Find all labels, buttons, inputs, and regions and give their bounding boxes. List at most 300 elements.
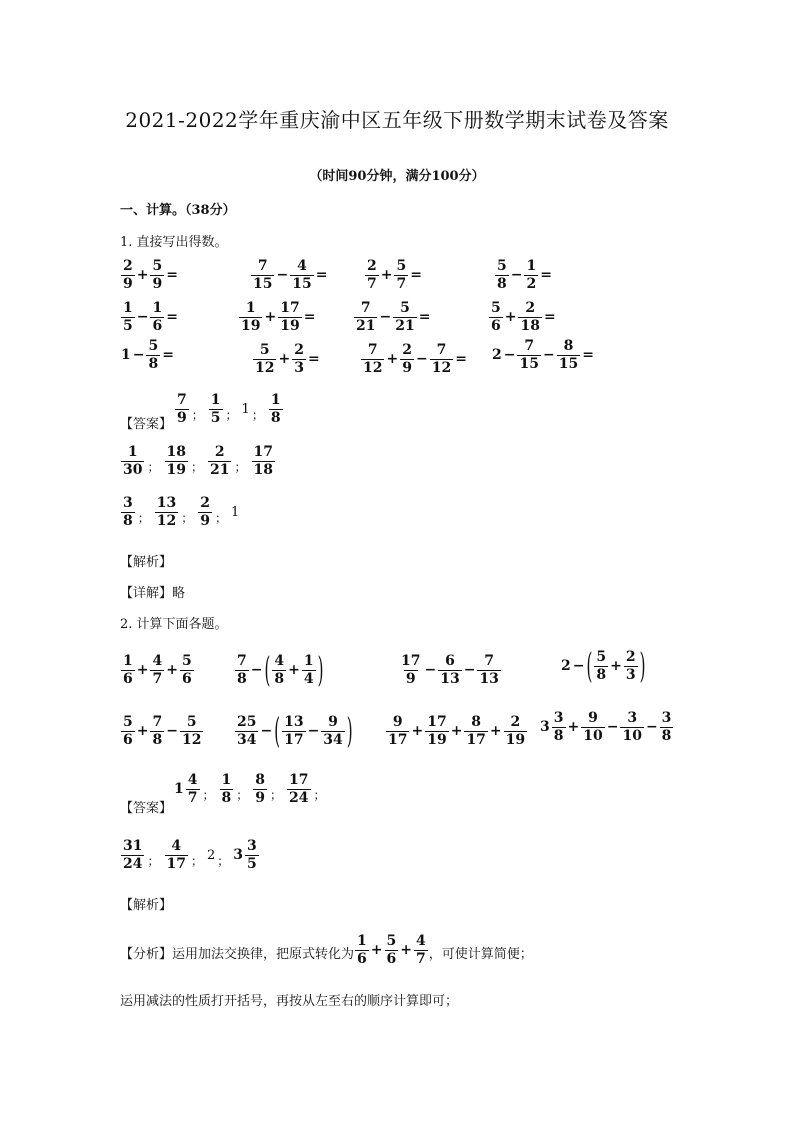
fraction	[365, 259, 379, 291]
fraction	[518, 301, 541, 333]
answer-separator: ；	[236, 788, 249, 803]
fraction-numerator: 1	[127, 444, 138, 460]
fraction-denominator: 5	[123, 317, 133, 334]
operator: −	[510, 267, 523, 284]
operator: +	[288, 662, 300, 679]
operator: +	[450, 723, 463, 740]
fraction	[235, 715, 258, 747]
operator: =	[410, 267, 422, 284]
fraction-denominator: 12	[363, 359, 383, 376]
fraction	[355, 934, 369, 966]
fraction-numerator: 7	[524, 338, 535, 354]
fraction-denominator: 9	[402, 359, 412, 376]
q2-item	[120, 711, 204, 747]
fraction-denominator: 9	[405, 670, 416, 687]
q1-item	[120, 297, 179, 333]
fraction	[385, 934, 399, 966]
fraction-numerator: 7	[237, 653, 247, 669]
fraction-denominator: 19	[166, 461, 186, 478]
fraction-denominator: 7	[396, 275, 407, 292]
fraction-numerator: 5	[148, 338, 159, 354]
fraction	[430, 343, 453, 375]
fraction	[175, 393, 189, 425]
math-expression	[174, 773, 330, 805]
fraction	[438, 654, 461, 686]
fraction-numerator: 7	[436, 342, 447, 358]
q1-item	[238, 297, 316, 333]
fraction-numerator: 2	[200, 495, 211, 511]
fraction-numerator: 2	[525, 300, 536, 316]
question-1-label: 1. 直接写出得数。	[120, 235, 228, 250]
operator: =	[543, 309, 556, 326]
fraction-denominator: 19	[427, 731, 447, 748]
operator: +	[411, 723, 424, 740]
fraction-numerator: 6	[445, 653, 455, 669]
fraction-denominator: 34	[323, 731, 343, 748]
fraction-denominator: 6	[386, 950, 397, 967]
left-parenthesis: (	[586, 645, 593, 687]
fraction	[287, 773, 310, 805]
math-expression	[360, 343, 468, 375]
fraction-denominator: 5	[247, 855, 257, 872]
fraction	[495, 259, 509, 291]
exam-time-score: （时间90分钟，满分100分）	[309, 169, 485, 184]
operator: −	[542, 347, 555, 364]
fraction-denominator: 12	[181, 731, 202, 748]
answer-separator: ；	[234, 460, 247, 475]
answer-separator: ；	[190, 854, 203, 869]
fraction	[180, 654, 194, 686]
math-expression	[494, 259, 553, 291]
q1-answer-line	[120, 492, 239, 528]
fraction-numerator: 17	[427, 714, 447, 730]
fraction-denominator: 2	[526, 275, 537, 292]
fraction-denominator: 7	[187, 789, 198, 806]
fraction-numerator: 4	[274, 653, 285, 669]
fraction	[282, 715, 305, 747]
operator: =	[162, 347, 174, 364]
fraction-denominator: 15	[558, 355, 579, 372]
left-parenthesis: (	[264, 649, 271, 691]
math-expression	[385, 715, 528, 747]
operator: −	[166, 723, 178, 740]
fraction	[477, 654, 500, 686]
fraction-denominator: 15	[253, 275, 273, 292]
fraction	[150, 259, 164, 291]
q1-answer-line	[120, 441, 276, 477]
fraction-numerator: 7	[484, 653, 495, 669]
fraction	[209, 393, 223, 425]
operator: +	[610, 658, 622, 675]
fraction-denominator: 19	[280, 317, 300, 334]
math-expression	[354, 934, 429, 966]
fraction-denominator: 9	[152, 275, 163, 292]
fraction-numerator: 5	[386, 933, 397, 949]
fraction-numerator: 5	[186, 714, 197, 730]
fraction-denominator: 24	[123, 855, 143, 872]
fraction-denominator: 3	[294, 359, 304, 376]
q1-analysis-label: 【解析】	[120, 555, 173, 570]
fraction	[394, 259, 408, 291]
question-2-label: 2. 计算下面各题。	[120, 617, 228, 632]
fraction	[121, 715, 135, 747]
answer-separator: ；	[190, 460, 203, 475]
fraction	[504, 715, 527, 747]
fraction-numerator: 7	[360, 300, 371, 316]
math-expression	[120, 839, 260, 871]
fraction-numerator: 1	[303, 653, 314, 669]
fraction-numerator: 4	[297, 258, 307, 274]
fraction-denominator: 8	[123, 512, 133, 529]
operator: −	[415, 351, 428, 368]
fraction-numerator: 13	[156, 495, 177, 511]
fraction-numerator: 5	[596, 649, 607, 665]
fraction-denominator: 5	[210, 409, 221, 426]
math-expression	[252, 343, 321, 375]
fraction-numerator: 9	[392, 714, 403, 730]
fraction	[354, 301, 377, 333]
fraction	[414, 934, 428, 966]
fraction-numerator: 2	[367, 258, 377, 274]
fraction-denominator: 12	[431, 359, 452, 376]
fraction-denominator: 8	[497, 275, 507, 292]
fraction-denominator: 12	[255, 359, 275, 376]
operator: +	[489, 723, 502, 740]
math-expression	[364, 259, 423, 291]
section-heading-calculation: 一、计算。（38分）	[120, 203, 236, 218]
q1-detail-label: 【详解】	[120, 586, 173, 601]
fraction	[239, 301, 262, 333]
fraction-denominator: 9	[255, 789, 266, 806]
operator: +	[386, 351, 399, 368]
fraction	[121, 445, 144, 477]
fraction-numerator: 1	[221, 772, 232, 788]
fraction	[393, 301, 416, 333]
fraction-denominator: 8	[221, 789, 232, 806]
fraction-numerator: 4	[152, 653, 163, 669]
fraction	[290, 259, 313, 291]
fraction-denominator: 30	[123, 461, 143, 478]
fraction-numerator: 5	[491, 300, 501, 316]
fraction-numerator: 2	[123, 258, 133, 274]
fraction	[155, 496, 178, 528]
operator: =	[315, 267, 328, 284]
mixed-number-whole: 3	[233, 847, 244, 864]
fraction	[425, 715, 448, 747]
fraction-numerator: 9	[328, 714, 338, 730]
fraction-numerator: 13	[284, 714, 304, 730]
math-expression	[174, 393, 284, 425]
q1-item	[491, 339, 595, 371]
fraction-denominator: 34	[237, 731, 257, 748]
fraction-denominator: 17	[284, 731, 304, 748]
fraction	[186, 773, 200, 805]
fraction-numerator: 1	[123, 300, 133, 316]
fraction-numerator: 5	[259, 342, 270, 358]
operator: +	[380, 267, 393, 284]
fraction	[624, 650, 638, 682]
q1-item	[353, 297, 431, 333]
fraction-numerator: 8	[563, 338, 574, 354]
fraction-denominator: 6	[357, 950, 367, 967]
fraction-numerator: 17	[401, 653, 421, 669]
fraction-denominator: 19	[241, 317, 261, 334]
fraction-numerator: 3	[247, 838, 257, 854]
fraction-numerator: 5	[396, 258, 407, 274]
fraction-denominator: 8	[152, 731, 163, 748]
fraction-numerator: 3	[553, 710, 564, 726]
fraction-numerator: 5	[400, 300, 410, 316]
math-expression	[234, 649, 324, 691]
answer-separator: ；	[137, 511, 150, 526]
fraction-denominator: 8	[148, 355, 159, 372]
fraction-numerator: 4	[187, 772, 198, 788]
math-expression	[120, 445, 276, 477]
q2-analysis-line-2: 运用减法的性质打开括号，再按从左至右的顺序计算即可；	[120, 994, 459, 1009]
q1-item	[250, 255, 328, 291]
operator: −	[424, 662, 437, 679]
math-expression	[491, 339, 595, 371]
whole-number: 2	[561, 658, 571, 675]
fraction-numerator: 5	[497, 258, 507, 274]
fraction-denominator: 17	[388, 731, 408, 748]
math-expression	[120, 496, 239, 528]
q2-analysis-line	[120, 930, 533, 966]
answer-separator: ；	[147, 460, 160, 475]
fraction-numerator: 9	[588, 710, 598, 726]
fraction-numerator: 2	[402, 342, 412, 358]
fraction-denominator: 15	[519, 355, 539, 372]
mixed-number-whole: 1	[174, 781, 184, 798]
fraction-numerator: 4	[171, 838, 182, 854]
fraction	[278, 301, 301, 333]
fraction-numerator: 3	[123, 495, 133, 511]
page-title: 2021-2022学年重庆渝中区五年级下册数学期末试卷及答案	[125, 108, 669, 132]
q2-analysis-label: 【解析】	[120, 898, 173, 913]
operator: =	[455, 351, 467, 368]
operator: =	[582, 347, 594, 364]
fraction-denominator: 24	[289, 789, 309, 806]
operator: +	[400, 942, 412, 959]
fraction	[208, 445, 231, 477]
fraction	[464, 715, 487, 747]
operator: −	[132, 347, 145, 364]
fraction-numerator: 7	[177, 392, 187, 408]
fraction-denominator: 13	[440, 670, 460, 687]
fraction	[235, 654, 249, 686]
fraction-denominator: 8	[596, 666, 607, 683]
fraction	[552, 711, 566, 743]
q1-answer-label: 【答案】	[120, 417, 173, 432]
fraction-denominator: 9	[177, 409, 187, 426]
fraction	[321, 715, 344, 747]
fraction-denominator: 21	[356, 317, 376, 334]
operator: =	[307, 351, 320, 368]
q2-item	[398, 650, 502, 686]
q1-item	[120, 255, 179, 291]
fraction-denominator: 17	[166, 855, 186, 872]
fraction-numerator: 31	[123, 838, 143, 854]
mixed-number-whole: 3	[540, 719, 550, 736]
fraction-numerator: 1	[270, 392, 281, 408]
math-expression	[234, 710, 354, 752]
answer-separator: ；	[225, 408, 238, 423]
operator: −	[250, 662, 263, 679]
fraction-denominator: 12	[156, 512, 177, 529]
q1-answer-line	[174, 389, 284, 425]
integer-answer: 2	[207, 847, 216, 863]
q2-item	[234, 649, 324, 691]
q1-item	[252, 339, 321, 375]
fraction-numerator: 5	[152, 258, 163, 274]
fraction-denominator: 18	[253, 461, 273, 478]
fraction-numerator: 7	[152, 714, 163, 730]
answer-separator: ；	[181, 511, 194, 526]
fraction-numerator: 7	[257, 258, 268, 274]
fraction-denominator: 17	[466, 731, 486, 748]
operator: =	[418, 309, 431, 326]
fraction-numerator: 2	[214, 444, 225, 460]
fraction-numerator: 3	[661, 710, 672, 726]
q2-item	[234, 710, 354, 752]
fraction-denominator: 21	[210, 461, 230, 478]
left-parenthesis: (	[274, 710, 281, 752]
math-expression	[120, 301, 179, 333]
fraction-denominator: 7	[152, 670, 163, 687]
fraction-numerator: 1	[357, 933, 367, 949]
fraction-numerator: 5	[181, 653, 192, 669]
fraction-denominator: 21	[395, 317, 415, 334]
fraction	[220, 773, 234, 805]
fraction-numerator: 1	[245, 300, 256, 316]
math-expression	[250, 259, 328, 291]
fraction	[517, 339, 540, 371]
operator: +	[136, 662, 149, 679]
q1-item	[364, 255, 423, 291]
q2-item	[385, 711, 528, 747]
fraction-denominator: 6	[181, 670, 192, 687]
fraction-numerator: 1	[210, 392, 221, 408]
fraction-denominator: 7	[415, 950, 426, 967]
q1-item	[120, 339, 175, 371]
fraction	[361, 343, 384, 375]
math-expression	[560, 645, 646, 687]
fraction	[146, 339, 160, 371]
fraction-denominator: 4	[303, 670, 314, 687]
operator: −	[645, 719, 658, 736]
fraction-denominator: 9	[123, 275, 133, 292]
math-expression	[488, 301, 557, 333]
fraction-denominator: 3	[625, 666, 636, 683]
operator: +	[136, 723, 149, 740]
fraction-numerator: 2	[510, 714, 521, 730]
fraction-numerator: 3	[627, 710, 638, 726]
right-parenthesis: )	[639, 645, 646, 687]
math-expression	[353, 301, 431, 333]
operator: −	[379, 309, 392, 326]
operator: +	[166, 662, 178, 679]
operator: −	[572, 658, 585, 675]
fraction	[581, 711, 604, 743]
fraction	[489, 301, 503, 333]
whole-number: 1	[121, 347, 131, 364]
fraction	[386, 715, 409, 747]
operator: +	[504, 309, 517, 326]
right-parenthesis: )	[317, 649, 324, 691]
fraction	[292, 343, 306, 375]
answer-separator: ；	[313, 788, 326, 803]
fraction	[253, 343, 276, 375]
operator: +	[278, 351, 291, 368]
q1-detail-text: 略	[172, 586, 186, 601]
fraction	[150, 654, 164, 686]
fraction-denominator: 10	[583, 727, 603, 744]
q2-item	[540, 711, 674, 743]
answer-separator: ；	[251, 408, 264, 423]
fraction	[269, 393, 283, 425]
operator: +	[567, 719, 580, 736]
q2-answer-line	[120, 835, 260, 871]
fraction	[121, 654, 135, 686]
answer-separator: ；	[215, 511, 228, 526]
fraction-numerator: 2	[294, 342, 304, 358]
fraction	[150, 715, 164, 747]
answer-separator: ；	[217, 854, 230, 869]
fraction	[400, 343, 414, 375]
fraction-denominator: 9	[200, 512, 211, 529]
fraction-numerator: 17	[280, 300, 300, 316]
fraction	[245, 839, 259, 871]
operator: −	[463, 662, 476, 679]
fraction-denominator: 8	[270, 409, 281, 426]
math-expression	[238, 301, 316, 333]
integer-answer: 1	[241, 401, 250, 417]
operator: −	[276, 267, 289, 284]
fraction-denominator: 13	[479, 670, 499, 687]
fraction	[557, 339, 580, 371]
operator: =	[166, 267, 178, 284]
fraction-numerator: 17	[289, 772, 309, 788]
fraction-denominator: 15	[292, 275, 312, 292]
operator: −	[606, 719, 619, 736]
fraction	[180, 715, 203, 747]
fraction-numerator: 4	[415, 933, 426, 949]
q2-item	[560, 645, 646, 687]
whole-number: 2	[492, 347, 502, 364]
fraction-numerator: 1	[526, 258, 537, 274]
q1-item	[360, 339, 468, 375]
fraction-numerator: 1	[152, 300, 163, 316]
fraction-numerator: 17	[253, 444, 273, 460]
operator: −	[307, 723, 320, 740]
fraction-denominator: 6	[152, 317, 163, 334]
fraction-denominator: 7	[367, 275, 377, 292]
answer-separator: ；	[202, 788, 215, 803]
fraction	[253, 773, 267, 805]
fraction	[399, 654, 422, 686]
fraction-denominator: 6	[491, 317, 501, 334]
fraction-numerator: 25	[237, 714, 257, 730]
fraction-numerator: 1	[123, 653, 133, 669]
fraction-numerator: 2	[625, 649, 636, 665]
fraction	[121, 301, 135, 333]
q2-analysis-prefix: 【分析】运用加法交换律，把原式转化为	[120, 947, 355, 963]
q2-analysis-suffix: ，可使计算简便；	[428, 947, 533, 963]
right-parenthesis: )	[346, 710, 353, 752]
operator: =	[540, 267, 552, 284]
fraction-denominator: 8	[661, 727, 672, 744]
q1-item	[488, 297, 557, 333]
